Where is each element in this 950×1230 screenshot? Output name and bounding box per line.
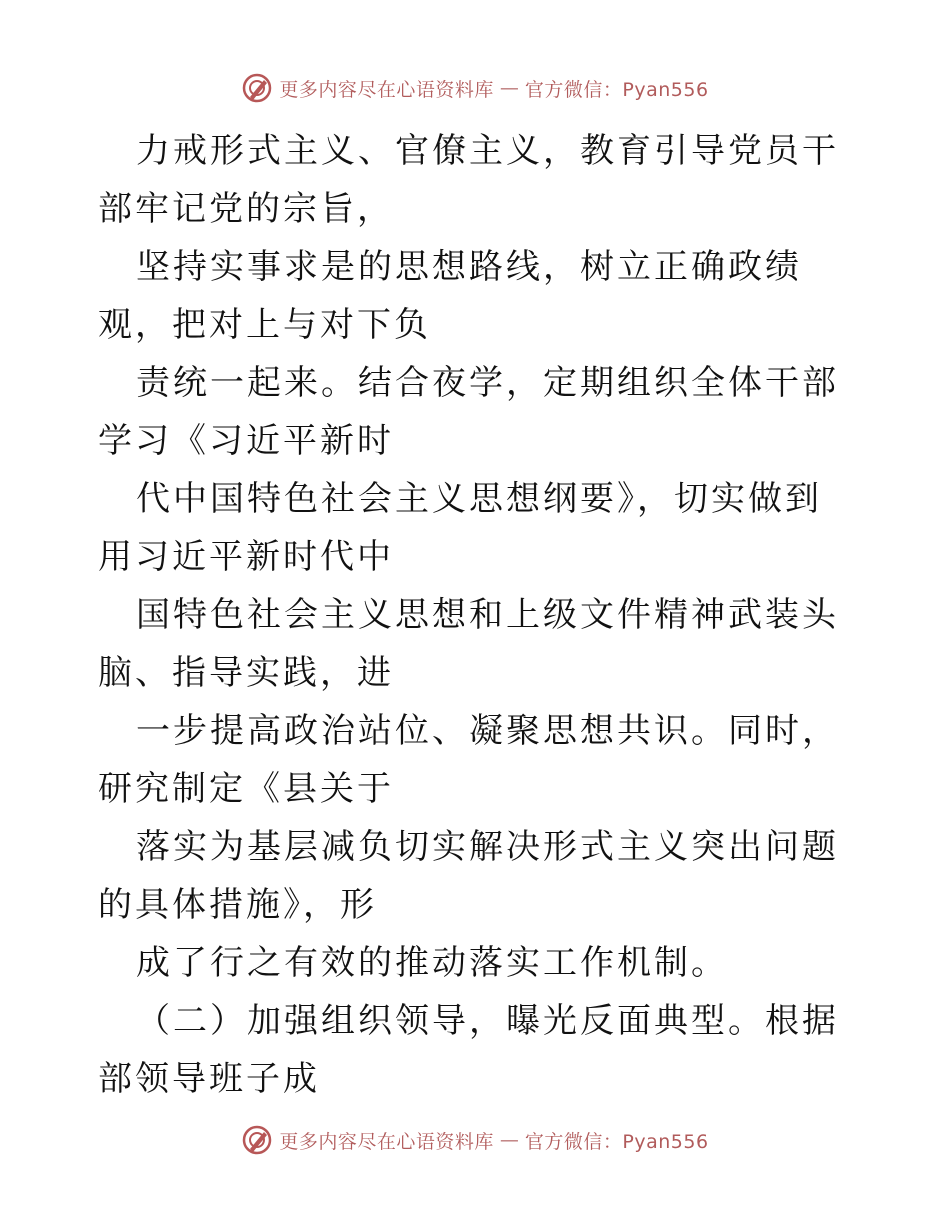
paragraph: 成了行之有效的推动落实工作机制。	[136, 943, 728, 983]
watermark-contact: 官方微信：Pyan556	[524, 78, 709, 101]
paragraph: 落实为基层减负切实解决形式主义突出问题的具体措施》，形	[98, 827, 839, 925]
paragraph: 国特色社会主义思想和上级文件精神武装头脑、指导实践，进	[98, 595, 839, 693]
paragraph: 坚持实事求是的思想路线，树立正确政绩观，把对上与对下负	[98, 247, 802, 345]
paragraph: 一步提高政治站位、凝聚思想共识。同时，研究制定《县关于	[98, 711, 839, 809]
paragraph: （二）加强组织领导，曝光反面典型。根据部领导班子成	[98, 1001, 839, 1099]
pen-logo-icon	[241, 72, 273, 104]
paragraph: 力戒形式主义、官僚主义，教育引导党员干部牢记党的宗旨，	[98, 131, 839, 229]
footer-watermark	[0, 1124, 950, 1156]
watermark-text: 更多内容尽在心语资料库	[279, 78, 494, 101]
header-watermark	[0, 72, 950, 104]
pen-logo-icon	[241, 1124, 273, 1156]
paragraph: 代中国特色社会主义思想纲要》，切实做到用习近平新时代中	[98, 479, 822, 577]
document-body	[98, 122, 858, 1108]
watermark-separator: —	[499, 1129, 519, 1151]
watermark-contact: 官方微信：Pyan556	[524, 1130, 709, 1153]
watermark-separator: —	[499, 77, 519, 99]
watermark-text: 更多内容尽在心语资料库	[279, 1130, 494, 1153]
paragraph: 责统一起来。结合夜学，定期组织全体干部学习《习近平新时	[98, 363, 839, 461]
